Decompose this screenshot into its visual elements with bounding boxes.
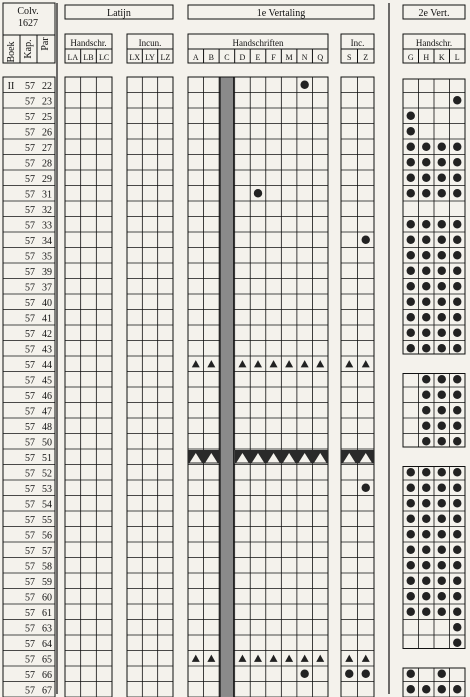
dot-marker	[453, 158, 461, 166]
triangle-marker	[270, 655, 278, 662]
col-label-S: S	[347, 53, 352, 62]
triangle-marker	[254, 360, 262, 367]
par-number: 57	[42, 546, 52, 557]
dot-marker	[407, 546, 415, 554]
dot-marker	[362, 236, 370, 244]
dot-marker	[453, 437, 461, 445]
dot-marker	[438, 577, 446, 585]
par-number: 33	[42, 220, 52, 232]
par-number: 26	[42, 127, 52, 139]
col-label-M: M	[285, 53, 293, 62]
dot-marker	[453, 623, 461, 631]
kap-number: 57	[25, 267, 35, 278]
filled-band	[235, 450, 328, 464]
dot-marker	[422, 685, 430, 693]
dot-marker	[407, 499, 415, 507]
par-label: Par	[40, 37, 51, 51]
kap-number: 57	[25, 422, 35, 433]
kap-number: 57	[25, 360, 35, 371]
dot-marker	[438, 499, 446, 507]
dot-marker	[422, 499, 430, 507]
dot-marker	[453, 298, 461, 306]
kap-number: 57	[25, 96, 35, 108]
kap-number: 57	[25, 127, 35, 139]
dot-marker	[407, 143, 415, 151]
col-label-N: N	[301, 53, 308, 62]
par-number: 52	[42, 468, 52, 480]
dot-marker	[438, 158, 446, 166]
dot-marker	[422, 546, 430, 554]
dot-marker	[438, 406, 446, 414]
dot-marker	[422, 174, 430, 182]
triangle-marker	[316, 360, 324, 367]
dot-marker	[438, 561, 446, 569]
kap-number: 57	[25, 608, 35, 619]
par-number: 29	[42, 174, 52, 185]
col-label-LA: LA	[67, 53, 79, 62]
dot-marker	[453, 546, 461, 554]
par-number: 41	[42, 313, 52, 325]
col-label-Q: Q	[317, 53, 324, 62]
dot-marker	[407, 251, 415, 259]
triangle-marker	[285, 360, 293, 367]
dot-marker	[453, 530, 461, 538]
dot-marker	[422, 220, 430, 228]
par-number: 45	[42, 375, 52, 387]
dot-marker	[407, 484, 415, 492]
kap-number: 57	[25, 189, 35, 201]
v1-h-label: Handschriften	[232, 38, 284, 48]
dot-marker	[438, 344, 446, 352]
triangle-marker	[238, 655, 246, 662]
par-number: 56	[42, 530, 52, 542]
col-label-H: H	[423, 53, 430, 62]
dot-marker	[407, 608, 415, 616]
dot-marker	[438, 422, 446, 430]
dot-marker	[407, 561, 415, 569]
dot-marker	[438, 468, 446, 476]
col-label-G: G	[407, 53, 414, 62]
dot-marker	[438, 546, 446, 554]
par-number: 50	[42, 437, 52, 449]
col-label-D: D	[239, 53, 246, 62]
dot-marker	[453, 282, 461, 290]
par-number: 23	[42, 96, 52, 108]
par-number: 65	[42, 654, 52, 666]
colv-label: Colv.	[17, 6, 39, 17]
dot-marker	[438, 298, 446, 306]
lat-i-label: Incun.	[138, 38, 162, 48]
dot-marker	[453, 685, 461, 693]
dot-marker	[438, 282, 446, 290]
dot-marker	[453, 375, 461, 383]
dot-marker	[438, 484, 446, 492]
col-label-LB: LB	[83, 53, 94, 62]
dot-marker	[453, 313, 461, 321]
colv-year: 1627	[18, 18, 38, 29]
dot-marker	[422, 422, 430, 430]
dot-marker	[453, 251, 461, 259]
par-number: 32	[42, 205, 52, 216]
dot-marker	[407, 670, 415, 678]
par-number: 54	[42, 499, 52, 511]
kap-number: 57	[25, 685, 35, 697]
col-label-Z: Z	[363, 53, 369, 62]
triangle-marker	[270, 360, 278, 367]
par-number: 35	[42, 251, 52, 263]
kap-number: 57	[25, 112, 35, 123]
v1-i-label: Inc.	[350, 38, 365, 48]
dot-marker	[453, 267, 461, 275]
dot-marker	[453, 422, 461, 430]
dot-marker	[407, 220, 415, 228]
kap-number: 57	[25, 406, 35, 418]
dot-marker	[453, 189, 461, 197]
dot-marker	[438, 251, 446, 259]
dot-marker	[453, 592, 461, 600]
dot-marker	[422, 608, 430, 616]
dot-marker	[453, 577, 461, 585]
par-number: 55	[42, 515, 52, 526]
dot-marker	[407, 158, 415, 166]
kap-number: 57	[25, 313, 35, 325]
triangle-marker	[301, 655, 309, 662]
par-number: 53	[42, 484, 52, 495]
dot-marker	[422, 236, 430, 244]
dot-marker	[453, 220, 461, 228]
dot-marker	[438, 437, 446, 445]
dot-marker	[345, 670, 353, 678]
kap-number: 57	[25, 205, 35, 216]
kap-number: 57	[25, 546, 35, 557]
col-label-LZ: LZ	[160, 53, 171, 62]
triangle-marker	[345, 360, 353, 367]
par-number: 39	[42, 267, 52, 278]
kap-number: 57	[25, 344, 35, 356]
dot-marker	[407, 468, 415, 476]
latijn-label: Latijn	[107, 8, 131, 19]
dot-marker	[438, 608, 446, 616]
triangle-marker	[285, 655, 293, 662]
col-label-E: E	[255, 53, 261, 62]
par-number: 67	[42, 685, 52, 697]
triangle-marker	[207, 655, 215, 662]
par-number: 22	[42, 81, 52, 92]
par-number: 58	[42, 561, 52, 573]
dot-marker	[422, 158, 430, 166]
dot-marker	[422, 577, 430, 585]
kap-number: 57	[25, 499, 35, 511]
dot-marker	[453, 484, 461, 492]
triangle-marker	[207, 360, 215, 367]
col-label-L: L	[454, 53, 460, 62]
grid-layer	[3, 3, 465, 697]
dot-marker	[407, 282, 415, 290]
triangle-marker	[301, 360, 309, 367]
dot-marker	[453, 468, 461, 476]
dot-marker	[407, 189, 415, 197]
triangle-marker	[192, 655, 200, 662]
dot-marker	[438, 685, 446, 693]
dot-marker	[407, 298, 415, 306]
dot-marker	[300, 670, 308, 678]
kap-number: 57	[25, 375, 35, 387]
dot-marker	[422, 530, 430, 538]
kap-number: 57	[25, 298, 35, 309]
par-number: 27	[42, 143, 52, 154]
par-number: 47	[42, 406, 52, 418]
triangle-marker	[192, 360, 200, 367]
triangle-marker	[362, 360, 370, 367]
dot-marker	[438, 313, 446, 321]
dot-marker	[407, 236, 415, 244]
dot-marker	[438, 174, 446, 182]
par-number: 25	[42, 112, 52, 123]
par-number: 64	[42, 639, 52, 650]
dot-marker	[422, 313, 430, 321]
dot-marker	[407, 530, 415, 538]
dot-marker	[438, 267, 446, 275]
dot-marker	[407, 313, 415, 321]
par-number: 34	[42, 236, 52, 247]
par-number: 28	[42, 158, 52, 170]
dot-marker	[422, 391, 430, 399]
dot-marker	[453, 329, 461, 337]
lat-h-label: Handschr.	[70, 38, 107, 48]
dot-marker	[422, 298, 430, 306]
dot-marker	[407, 112, 415, 120]
dot-marker	[422, 267, 430, 275]
col-label-B: B	[208, 53, 215, 62]
dot-marker	[453, 236, 461, 244]
dot-marker	[407, 344, 415, 352]
col-label-LY: LY	[145, 53, 155, 62]
dot-marker	[362, 670, 370, 678]
vertaling1-label: 1e Vertaling	[256, 8, 306, 19]
boek-label: Boek	[6, 41, 17, 63]
par-number: 40	[42, 298, 52, 309]
dot-marker	[407, 577, 415, 585]
par-number: 59	[42, 577, 52, 588]
book-label: II	[7, 81, 15, 92]
dot-marker	[422, 329, 430, 337]
dot-marker	[438, 670, 446, 678]
dot-marker	[422, 437, 430, 445]
dot-marker	[254, 189, 262, 197]
dot-marker	[453, 608, 461, 616]
kap-number: 57	[25, 561, 35, 573]
par-number: 44	[42, 360, 52, 371]
v2-h-label: Handschr.	[415, 38, 453, 48]
dot-marker	[438, 329, 446, 337]
dot-marker	[407, 592, 415, 600]
dot-marker	[422, 344, 430, 352]
dot-marker	[362, 484, 370, 492]
par-number: 43	[42, 344, 52, 356]
dot-marker	[422, 375, 430, 383]
dot-marker	[453, 406, 461, 414]
dot-marker	[438, 391, 446, 399]
par-number: 37	[42, 282, 52, 294]
triangle-marker	[254, 655, 262, 662]
kap-number: 57	[25, 484, 35, 495]
par-number: 66	[42, 670, 52, 681]
dot-marker	[453, 639, 461, 647]
kap-number: 57	[25, 158, 35, 170]
dot-marker	[407, 685, 415, 693]
col-label-F: F	[271, 53, 276, 62]
dot-marker	[438, 592, 446, 600]
triangle-marker	[238, 360, 246, 367]
dot-marker	[453, 391, 461, 399]
par-number: 42	[42, 329, 52, 340]
kap-number: 57	[25, 577, 35, 588]
dot-marker	[422, 143, 430, 151]
kap-number: 57	[25, 236, 35, 247]
col-label-A: A	[192, 53, 199, 62]
kap-number: 57	[25, 81, 35, 92]
dot-marker	[407, 515, 415, 523]
kap-number: 57	[25, 468, 35, 480]
kap-number: 57	[25, 220, 35, 232]
shaded-column-c	[220, 77, 234, 697]
par-number: 31	[42, 189, 52, 201]
dot-marker	[438, 220, 446, 228]
dot-marker	[407, 267, 415, 275]
dot-marker	[438, 375, 446, 383]
kap-label: Kap.	[23, 39, 34, 59]
kap-number: 57	[25, 654, 35, 666]
col-label-LC: LC	[99, 53, 110, 62]
kap-number: 57	[25, 174, 35, 185]
dot-marker	[453, 499, 461, 507]
dot-marker	[422, 282, 430, 290]
dot-marker	[453, 515, 461, 523]
dot-marker	[438, 236, 446, 244]
vertaling2-label: 2e Vert.	[418, 8, 450, 19]
kap-number: 57	[25, 251, 35, 263]
kap-number: 57	[25, 592, 35, 604]
dot-marker	[422, 561, 430, 569]
kap-number: 57	[25, 437, 35, 449]
dot-marker	[453, 174, 461, 182]
kap-number: 57	[25, 639, 35, 650]
dot-marker	[407, 329, 415, 337]
kap-number: 57	[25, 623, 35, 635]
dot-marker	[438, 530, 446, 538]
dot-marker	[438, 143, 446, 151]
triangle-marker	[316, 655, 324, 662]
col-label-LX: LX	[129, 53, 141, 62]
dot-marker	[422, 515, 430, 523]
par-number: 60	[42, 592, 52, 604]
kap-number: 57	[25, 530, 35, 542]
dot-marker	[300, 81, 308, 89]
dot-marker	[453, 96, 461, 104]
col-label-C: C	[224, 53, 230, 62]
kap-number: 57	[25, 670, 35, 681]
kap-number: 57	[25, 453, 35, 464]
dot-marker	[422, 468, 430, 476]
dot-marker	[422, 406, 430, 414]
dot-marker	[422, 189, 430, 197]
kap-number: 57	[25, 282, 35, 294]
par-number: 46	[42, 391, 52, 402]
dot-marker	[438, 515, 446, 523]
dot-marker	[422, 251, 430, 259]
dot-marker	[422, 592, 430, 600]
dot-marker	[407, 174, 415, 182]
par-number: 63	[42, 623, 52, 635]
par-number: 48	[42, 422, 52, 433]
par-number: 51	[42, 453, 52, 464]
kap-number: 57	[25, 143, 35, 154]
kap-number: 57	[25, 391, 35, 402]
kap-number: 57	[25, 515, 35, 526]
kap-number: 57	[25, 329, 35, 340]
col-label-K: K	[438, 53, 445, 62]
dot-marker	[407, 127, 415, 135]
triangle-marker	[362, 655, 370, 662]
dot-marker	[453, 561, 461, 569]
dot-marker	[438, 189, 446, 197]
dot-marker	[453, 344, 461, 352]
dot-marker	[453, 143, 461, 151]
par-number: 61	[42, 608, 52, 619]
triangle-marker	[345, 655, 353, 662]
dot-marker	[422, 484, 430, 492]
